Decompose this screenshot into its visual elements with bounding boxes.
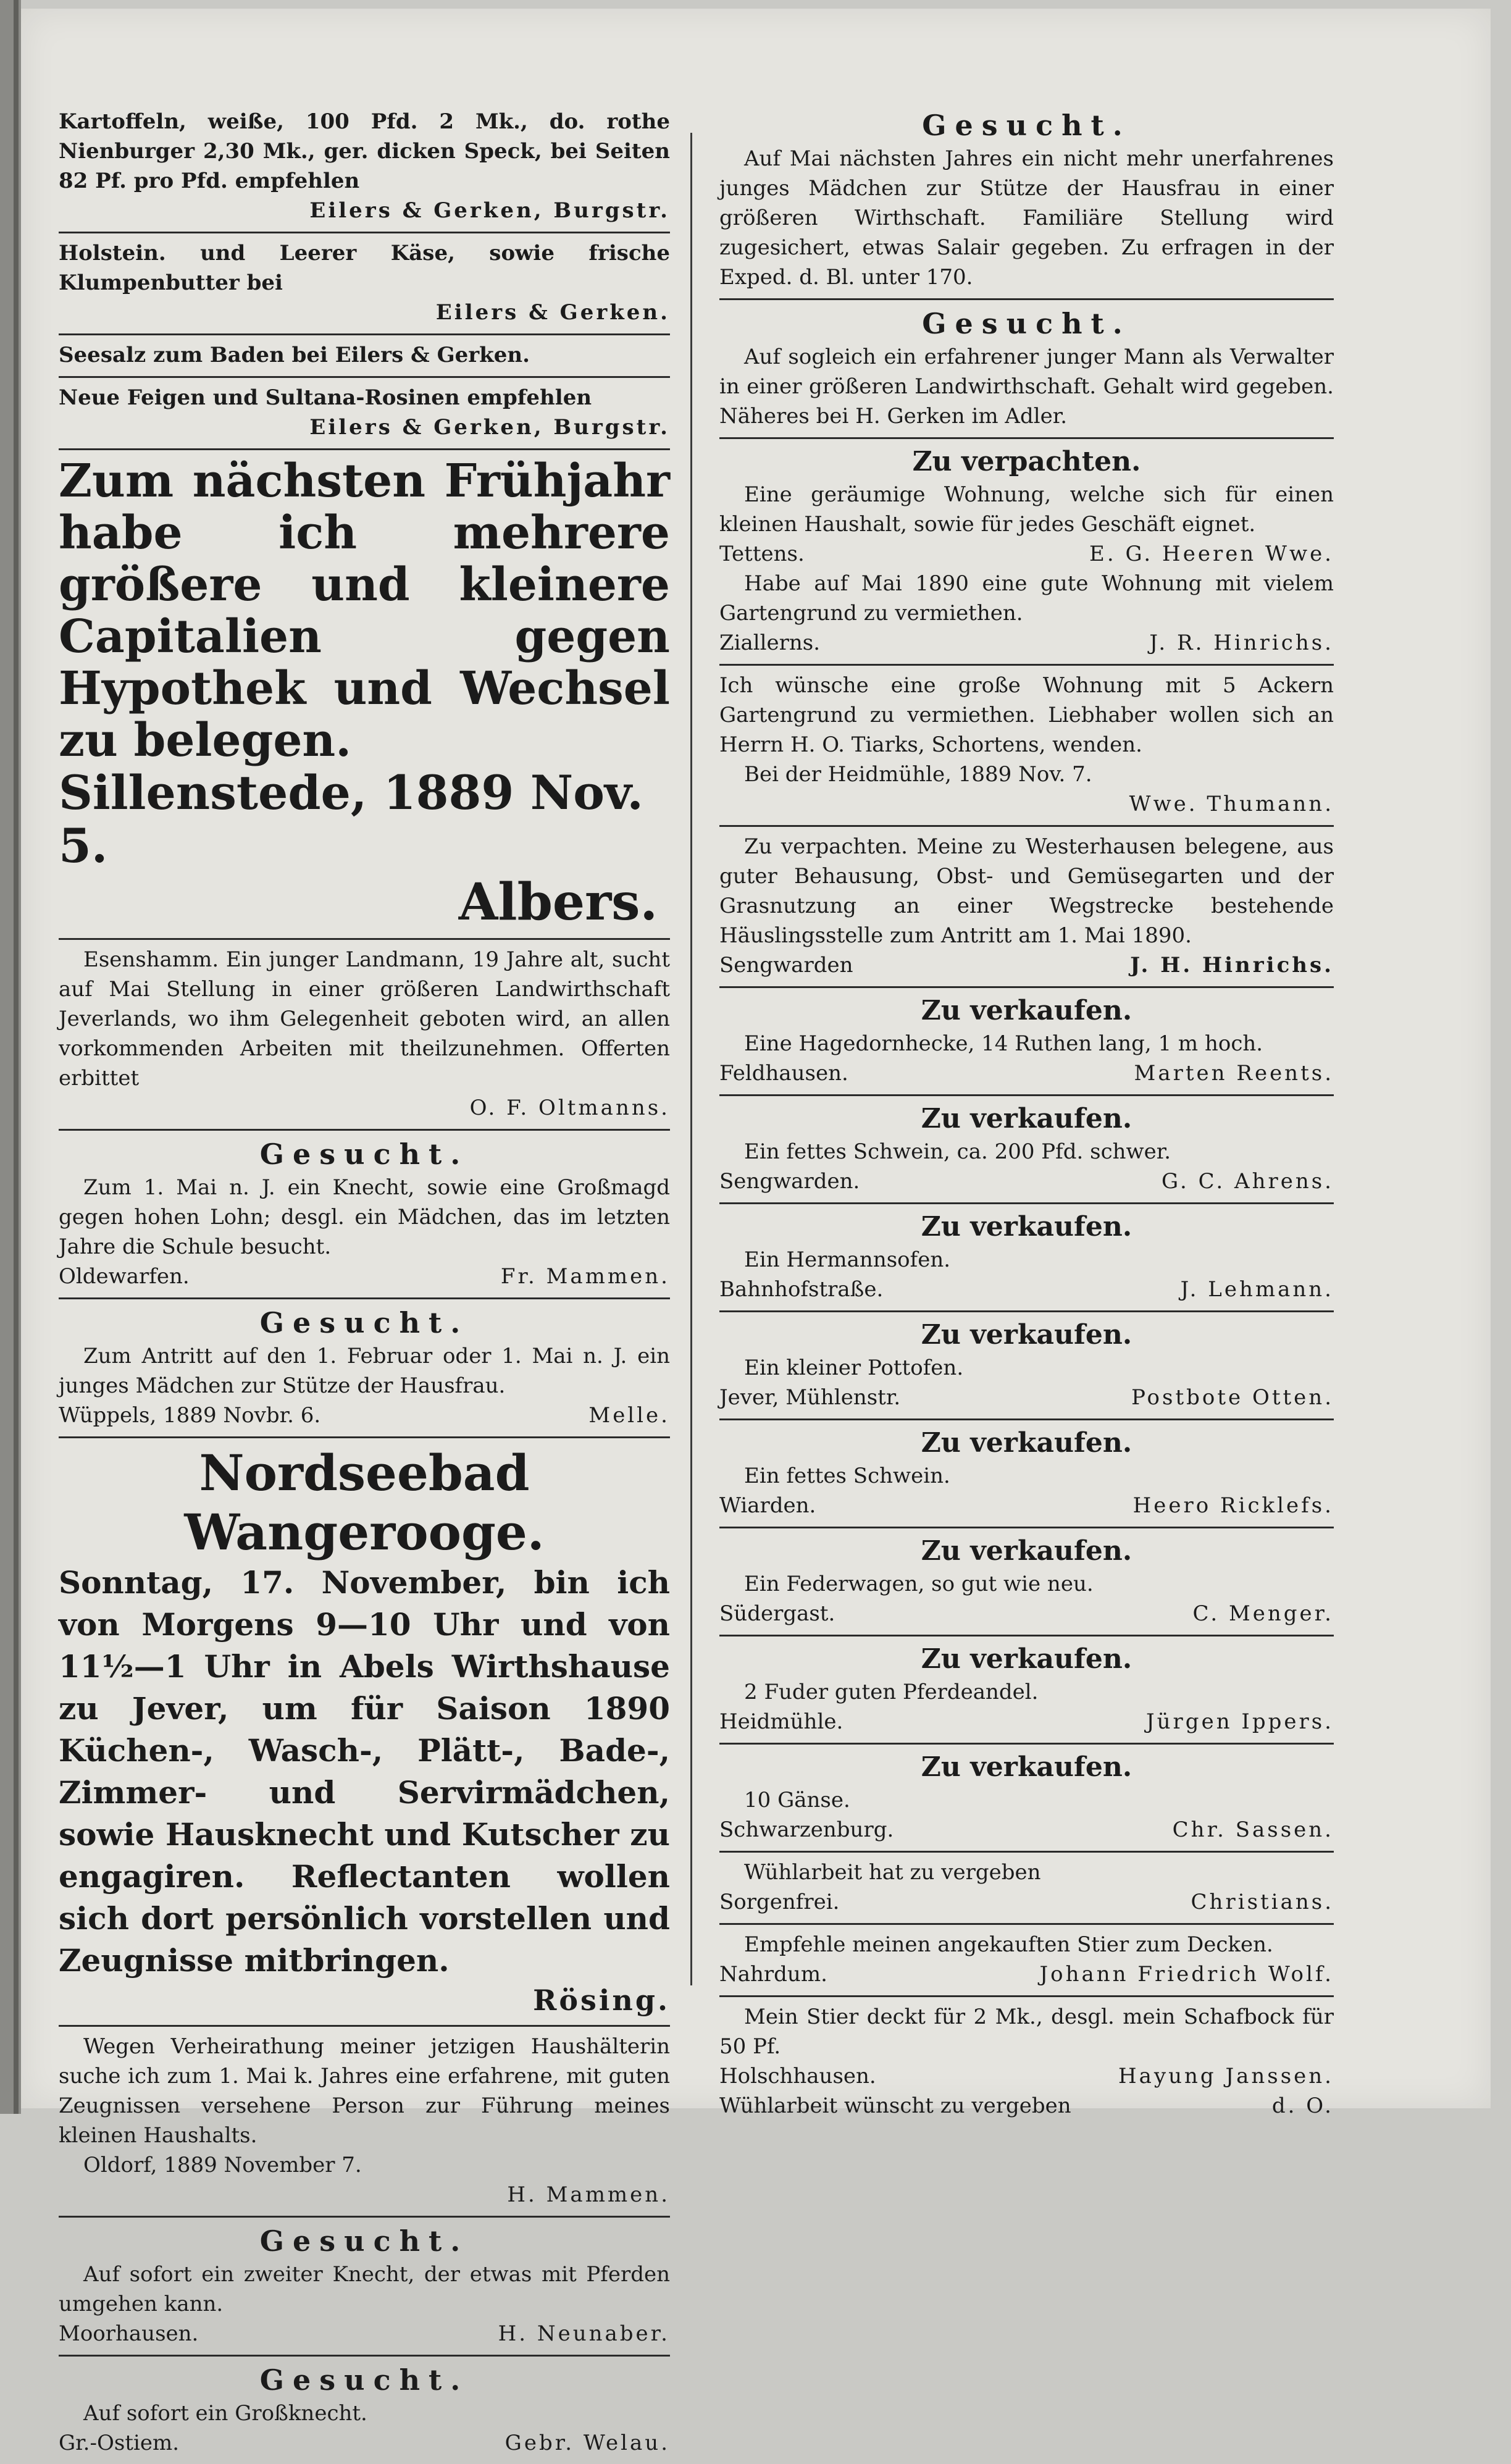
ad-text: Zu verpachten. Meine zu Westerhausen belegene, aus guter Behausung, Obst- und Gemüsegarten und der Grasnutzung an einer Wegstrecke bestehende Häuslingsstelle zum Antritt am 1. Mai 1890. [719,834,1334,948]
ad-heading: Gesucht. [259,2224,469,2258]
ad-signature: Marten Reents. [1134,1061,1334,1086]
ad-heading: Zu verkaufen. [921,1319,1132,1351]
ad-signature: Eilers & Gerken, Burgstr. [309,198,670,223]
ad-signature: Eilers & Gerken. [435,300,670,325]
ad-text: Neue Feigen und Sultana-Rosinen empfehlen [59,385,592,410]
ad-signature: E. G. Heeren Wwe. [1089,542,1334,566]
ad-text: Zum 1. Mai n. J. ein Knecht, sowie eine Großmagd gegen hohen Lohn; desgl. ein Mädchen, das im letzten Jahre die Schule besucht. [59,1175,670,1259]
ad-text: Auf sofort ein zweiter Knecht, der etwas mit Pferden umgehen kann. [59,2262,670,2316]
ad-gesucht-mammen [59,1129,670,1297]
ad-wohnung-thumann [719,664,1334,825]
ad-text: Auf Mai nächsten Jahres ein nicht mehr unerfahrenes junges Mädchen zur Stütze der Hausfrau in einer größeren Wirthschaft. Familiäre Stellung wird zugesichert, etwas Salair gegeben. Zu erfragen in der Exped. d. Bl. unter 170. [719,146,1334,290]
ad-verkaufen-schwein [719,1094,1334,1202]
ad-text: Sonntag, 17. November, bin ich von Morgens 9—10 Uhr und von 11½—1 Uhr in Abels Wirthshause zu Jever, um für Saison 1890 Küchen-, Wasch-, Plätt-, Bade-, Zimmer- und Servirmädchen, sowie Hausknecht und Kutscher zu engagiren. Reflectanten wollen sich dort persönlich vorstellen und Zeugnisse mitbringen. [59,1564,670,1979]
ad-gesucht-maedchen [719,102,1334,298]
scan-left-shadow [14,0,19,2114]
ad-signature-row [719,1275,1334,1304]
ad-seesalz [59,333,670,376]
ad-signature: J. R. Hinrichs. [1149,631,1334,655]
ad-kartoffeln [59,102,670,232]
ad-signature-row [719,628,1334,658]
ad-place: Südergast. [719,1601,835,1626]
ad-place: Wüppels, 1889 Novbr. 6. [59,1403,321,1428]
ad-text: Kartoffeln, weiße, 100 Pfd. 2 Mk., do. rothe Nienburger 2,30 Mk., ger. dicken Speck, bei Seiten 82 Pf. pro Pfd. empfehlen [59,109,670,193]
ad-signature-row [719,1599,1334,1628]
ad-verpachten-heeren [719,437,1334,664]
ad-signature-row [719,1887,1334,1917]
ad-place: Wiarden. [719,1493,816,1518]
ad-place: Sengwarden. [719,1169,860,1194]
ad-gesucht-welau [59,2355,670,2464]
ad-haushalt [59,2025,670,2216]
ad-place: Feldhausen. [719,1061,848,1086]
ad-signature: Johann Friedrich Wolf. [1039,1962,1334,1987]
ad-signature-row [719,1491,1334,1520]
ad-signature-row [59,2428,670,2458]
ad-signature: Wwe. Thumann. [1129,792,1334,816]
ad-place: Heidmühle. [719,1709,843,1734]
ad-text: Auf sogleich ein erfahrener junger Mann als Verwalter in einer größeren Landwirthschaft. Gehalt wird gegeben. Näheres bei H. Gerken im Adler. [719,345,1334,429]
ad-signature: Chr. Sassen. [1172,1817,1334,1842]
ad-verkaufen-pottofen [719,1310,1334,1418]
ad-signature: J. Lehmann. [1180,1277,1334,1302]
ad-heading: Zu verkaufen. [921,1103,1132,1134]
ad-text: Wühlarbeit hat zu vergeben [744,1860,1041,1885]
ad-signature: O. F. Oltmanns. [469,1096,670,1120]
ad-stier [719,1923,1334,1995]
left-column [59,102,670,2464]
ad-heading: Gesucht. [259,1138,469,1171]
ad-date: Bei der Heidmühle, 1889 Nov. 7. [744,762,1092,787]
ad-signature-row [719,1815,1334,1845]
ad-verkaufen-hecke [719,986,1334,1094]
ad-signature: Hayung Janssen. [1118,2064,1334,2089]
ad-signature: C. Menger. [1192,1601,1334,1626]
ad-text: Ein Federwagen, so gut wie neu. [744,1572,1094,1596]
ad-text: Eine Hagedornhecke, 14 Ruthen lang, 1 m hoch. [744,1031,1263,1056]
ad-heading: Gesucht. [259,1306,469,1339]
ad-signature: J. H. Hinrichs. [1130,953,1334,978]
ad-place: Bahnhofstraße. [719,1277,884,1302]
ad-heading: Zu verkaufen. [921,995,1132,1026]
ad-heading: Zu verkaufen. [921,1643,1132,1675]
ad-text: Ein fettes Schwein, ca. 200 Pfd. schwer. [744,1139,1171,1164]
ad-kaese [59,232,670,333]
ad-text: Ich wünsche eine große Wohnung mit 5 Ackern Gartengrund zu vermiethen. Liebhaber wollen sich an Herrn H. O. Tiarks, Schortens, wenden. [719,673,1334,757]
ad-signature: H. Mammen. [507,2182,670,2207]
ad-place: Jever, Mühlenstr. [719,1385,901,1410]
ad-heading: Zu verpachten. [912,446,1141,477]
ad-signature-row [59,1401,670,1430]
ad-signature: H. Neunaber. [498,2321,670,2346]
ad-text: Zum Antritt auf den 1. Februar oder 1. Mai n. J. ein junges Mädchen zur Stütze der Hausfrau. [59,1344,670,1398]
ad-signature: G. C. Ahrens. [1162,1169,1334,1194]
ad-signature: Melle. [588,1403,670,1428]
ad-text: Ein fettes Schwein. [744,1464,950,1488]
ad-signature-row [719,1383,1334,1412]
ad-signature: Christians. [1191,1890,1334,1914]
ad-place: Holschhausen. [719,2064,876,2089]
ad-gesucht-neunaber [59,2216,670,2355]
ad-signature: Postbote Otten. [1131,1385,1334,1410]
ad-verkaufen-pferdeandel [719,1635,1334,1743]
ad-wuehlarbeit [719,1851,1334,1923]
ad-place: Schwarzenburg. [719,1817,894,1842]
ad-date: Sillenstede, 1889 Nov. 5. [59,765,643,873]
ad-signature: d. O. [1271,2093,1334,2118]
ad-text: 10 Gänse. [744,1788,850,1812]
ad-text: Habe auf Mai 1890 eine gute Wohnung mit vielem Gartengrund zu vermiethen. [719,571,1334,626]
ad-title: Nordseebad Wangerooge. [184,1444,545,1561]
ad-verpachten-hinrichs [719,825,1334,986]
column-rule [690,133,692,1985]
ad-verkaufen-ofen [719,1202,1334,1310]
ad-gesucht-verwalter [719,298,1334,437]
ad-date: Oldorf, 1889 November 7. [83,2153,362,2177]
ad-heading: Zu verkaufen. [921,1535,1132,1567]
ad-signature-row [59,1262,670,1291]
ad-signature-row [719,1167,1334,1196]
ad-landmann [59,938,670,1129]
ad-verkaufen-gaense [719,1743,1334,1851]
ad-text: Ein Hermannsofen. [744,1247,951,1272]
ad-place: Sengwarden [719,953,853,978]
ad-verkaufen-federwagen [719,1527,1334,1635]
ad-text: Esenshamm. Ein junger Landmann, 19 Jahre alt, sucht auf Mai Stellung in einer größeren Landwirthschaft Jeverlands, wo ihm Gelegenheit geboten wird, an allen vorkommenden Arbeiten mit theilzunehmen. Offerten erbittet [59,947,670,1091]
ad-heading: Zu verkaufen. [921,1751,1132,1783]
ad-text: Auf sofort ein Großknecht. [83,2401,367,2426]
ad-heading: Zu verkaufen. [921,1211,1132,1242]
ad-signature-row [59,2319,670,2349]
ad-heading: Gesucht. [259,2363,469,2397]
ad-verkaufen-schwein2 [719,1418,1334,1527]
ad-text: Wegen Verheirathung meiner jetzigen Haushälterin suche ich zum 1. Mai k. Jahres eine erfahrene, mit guten Zeugnissen versehene Person zur Führung meines kleinen Haushalts. [59,2034,670,2148]
ad-signature-row [719,2091,1334,2121]
ad-place: Oldewarfen. [59,1264,190,1289]
ad-text: Ein kleiner Pottofen. [744,1356,964,1380]
ad-text: 2 Fuder guten Pferdeandel. [744,1680,1039,1704]
ad-place: Sorgenfrei. [719,1890,840,1914]
ad-signature: Albers. [458,873,658,932]
ad-feigen [59,376,670,448]
ad-signature-row [719,1707,1334,1737]
ad-text: Zum nächsten Frühjahr habe ich mehrere größere und kleinere Capitalien gegen Hypothek und Wechsel zu belegen. [59,455,670,767]
ad-signature: Eilers & Gerken, Burgstr. [309,415,670,440]
ad-signature-row [719,1959,1334,1989]
ad-place: Nahrdum. [719,1962,827,1987]
ad-signature: Fr. Mammen. [500,1264,670,1289]
ad-place: Moorhausen. [59,2321,199,2346]
ad-signature: Jürgen Ippers. [1146,1709,1334,1734]
right-column [719,102,1334,2127]
ad-signature-row [719,539,1334,569]
ad-signature: Gebr. Welau. [504,2431,670,2455]
ad-text: Empfehle meinen angekauften Stier zum Decken. [744,1932,1273,1957]
ad-signature-row [719,950,1334,980]
ad-heading: Zu verkaufen. [921,1427,1132,1459]
ad-place: Gr.-Ostiem. [59,2431,180,2455]
ad-signature: Heero Ricklefs. [1132,1493,1334,1518]
ad-text: Mein Stier deckt für 2 Mk., desgl. mein Schafbock für 50 Pf. [719,2005,1334,2059]
ad-text: Wühlarbeit wünscht zu vergeben [719,2093,1071,2118]
ad-place: Tettens. [719,542,805,566]
ad-text: Seesalz zum Baden bei Eilers & Gerken. [59,343,530,367]
ad-heading: Gesucht. [922,109,1131,142]
ad-capitalien [59,448,670,938]
ad-signature: Rösing. [533,1984,670,2017]
ad-text: Eine geräumige Wohnung, welche sich für einen kleinen Haushalt, sowie für jedes Geschäft eignet. [719,482,1334,537]
ad-signature-row [719,1058,1334,1088]
ad-text: Holstein. und Leerer Käse, sowie frische Klumpenbutter bei [59,241,670,295]
ad-heading: Gesucht. [922,307,1131,340]
ad-signature-row [719,2061,1334,2091]
ad-gesucht-melle [59,1297,670,1436]
ad-nordseebad [59,1436,670,2025]
ad-place: Ziallerns. [719,631,821,655]
ad-schafbock [719,1995,1334,2127]
